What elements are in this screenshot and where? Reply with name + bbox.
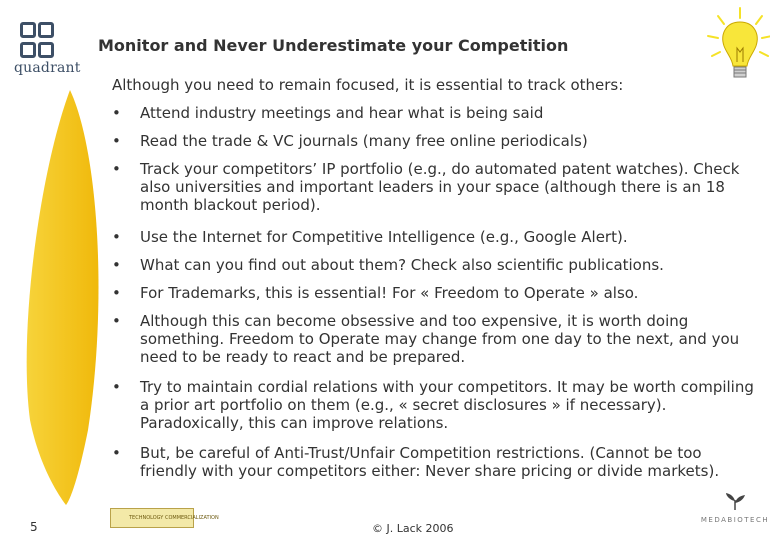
tech-commercialization-logo: [110, 508, 219, 528]
logo-text: quadrant: [14, 60, 81, 76]
bullet-dot-icon: •: [112, 132, 121, 150]
list-item: [112, 228, 762, 246]
tech-logo-text: TECHNOLOGY COMMERCIALIZATION: [129, 515, 219, 521]
list-item-text: Read the trade & VC journals (many free online periodicals): [140, 132, 588, 150]
list-item-text: But, be careful of Anti-Trust/Unfair Competition restrictions. (Cannot be too friendly with your competitors either: Never share pricing or divide markets).: [140, 444, 720, 480]
bullet-dot-icon: •: [112, 104, 121, 122]
list-item: [112, 160, 762, 214]
list-item-text: Try to maintain cordial relations with your competitors. It may be worth compiling a prior art portfolio on them (e.g., « secret disclosures » if necessary). Paradoxically, this can improve relations.: [140, 378, 754, 432]
medabiotech-logo: [700, 492, 770, 524]
list-item: [112, 104, 762, 122]
slide-title: Monitor and Never Underestimate your Competition: [98, 36, 569, 55]
list-item-text: For Trademarks, this is essential! For « Freedom to Operate » also.: [140, 284, 639, 302]
list-item: [112, 256, 762, 274]
bullet-dot-icon: •: [112, 160, 121, 178]
page-number: 5: [30, 520, 38, 534]
logo-grid-icon: [20, 22, 74, 58]
list-item: [112, 312, 762, 366]
list-item: [112, 132, 762, 150]
quadrant-logo: [14, 22, 81, 76]
list-item-text: What can you find out about them? Check also scientific publications.: [140, 256, 664, 274]
lightbulb-icon: [700, 4, 770, 89]
list-item-text: Attend industry meetings and hear what is being said: [140, 104, 544, 122]
copyright-text: © J. Lack 2006: [372, 522, 454, 535]
list-item: [112, 378, 762, 432]
intro-text: Although you need to remain focused, it is essential to track others:: [112, 76, 624, 94]
bullet-dot-icon: •: [112, 256, 121, 274]
bullet-dot-icon: •: [112, 228, 121, 246]
sprout-icon: [723, 492, 747, 510]
list-item: [112, 444, 762, 480]
list-item-text: Use the Internet for Competitive Intelligence (e.g., Google Alert).: [140, 228, 628, 246]
list-item-text: Although this can become obsessive and too expensive, it is worth doing something. Freedom to Operate may change from one day to the next, and you need to be ready to react and be prepared.: [140, 312, 740, 366]
bullet-dot-icon: •: [112, 312, 121, 330]
bullet-dot-icon: •: [112, 378, 121, 396]
bullet-dot-icon: •: [112, 444, 121, 462]
list-item-text: Track your competitors’ IP portfolio (e.g., do automated patent watches). Check also universities and important leaders in your space (although there is an 18 month blackout period).: [140, 160, 740, 214]
bullet-dot-icon: •: [112, 284, 121, 302]
list-item: [112, 284, 762, 302]
medabiotech-text: MEDABIOTECH: [700, 516, 770, 524]
